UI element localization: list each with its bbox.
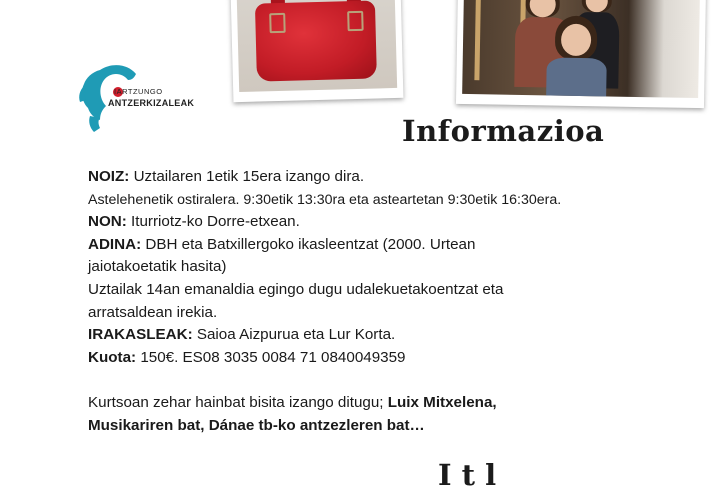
noiz-line [88, 166, 668, 189]
footer-heading-partial: I t l [438, 458, 497, 488]
bag-body [255, 0, 377, 81]
spacer [88, 369, 668, 392]
show-line-2: arratsaldean irekia. [88, 303, 218, 321]
adina-line [88, 234, 668, 257]
group-photo [456, 0, 706, 108]
kuota-line [88, 347, 668, 370]
kuota-label: Kuota: [88, 348, 137, 366]
visits-intro: Kurtsoan zehar hainbat bisita izango ditugu; [88, 393, 388, 411]
irakasleak-line [88, 324, 668, 347]
logo-big-text: ANTZERKIZALEAK [108, 98, 195, 108]
visits-line-1 [88, 392, 668, 415]
visits-bold-2: Musikariren bat, Dánae tb-ko antzezleren bat… [88, 416, 425, 434]
noiz-value: Uztailaren 1etik 15era izango dira. [129, 168, 365, 185]
person-shirt [546, 57, 607, 98]
visits-line-2 [88, 415, 668, 438]
bag-buckle-right [347, 11, 364, 31]
non-value: Iturriotz-ko Dorre-etxean. [126, 213, 300, 231]
irakasleak-label: IRAKASLEAK: [88, 326, 193, 344]
red-handbag-photo [237, 0, 397, 92]
non-label: NON: [88, 213, 127, 231]
noiz-label: NOIZ: [88, 168, 130, 185]
show-line-1: Uztailak 14an emanaldia egingo dugu udalekuetakoentzat eta [88, 280, 504, 298]
bag-buckle-left [269, 13, 286, 33]
visits-bold-1: Luix Mitxelena, [387, 393, 497, 411]
adina-line-2: jaiotakoetatik hasita) [88, 258, 227, 276]
adina-value: DBH eta Batxillergoko ikasleentzat (2000. Urtean [141, 235, 476, 253]
irakasleak-value: Saioa Aizpurua eta Lur Korta. [192, 326, 396, 344]
non-line [88, 211, 668, 234]
adina-label: ADINA: [88, 235, 142, 253]
group-photo-scene [462, 0, 700, 98]
schedule-line: Astelehenetik ostiralera. 9:30etik 13:30ra eta asteartetan 9:30etik 16:30era. [88, 191, 562, 208]
info-block [88, 166, 668, 437]
handbag-photo [231, 0, 404, 102]
kuota-value: 150€. ES08 3035 0084 71 0840049359 [136, 348, 406, 366]
logo-small-text: IARTZUNGO [114, 87, 163, 96]
page-title: Informazioa [402, 114, 605, 148]
antzerkizaleak-logo [78, 62, 195, 138]
